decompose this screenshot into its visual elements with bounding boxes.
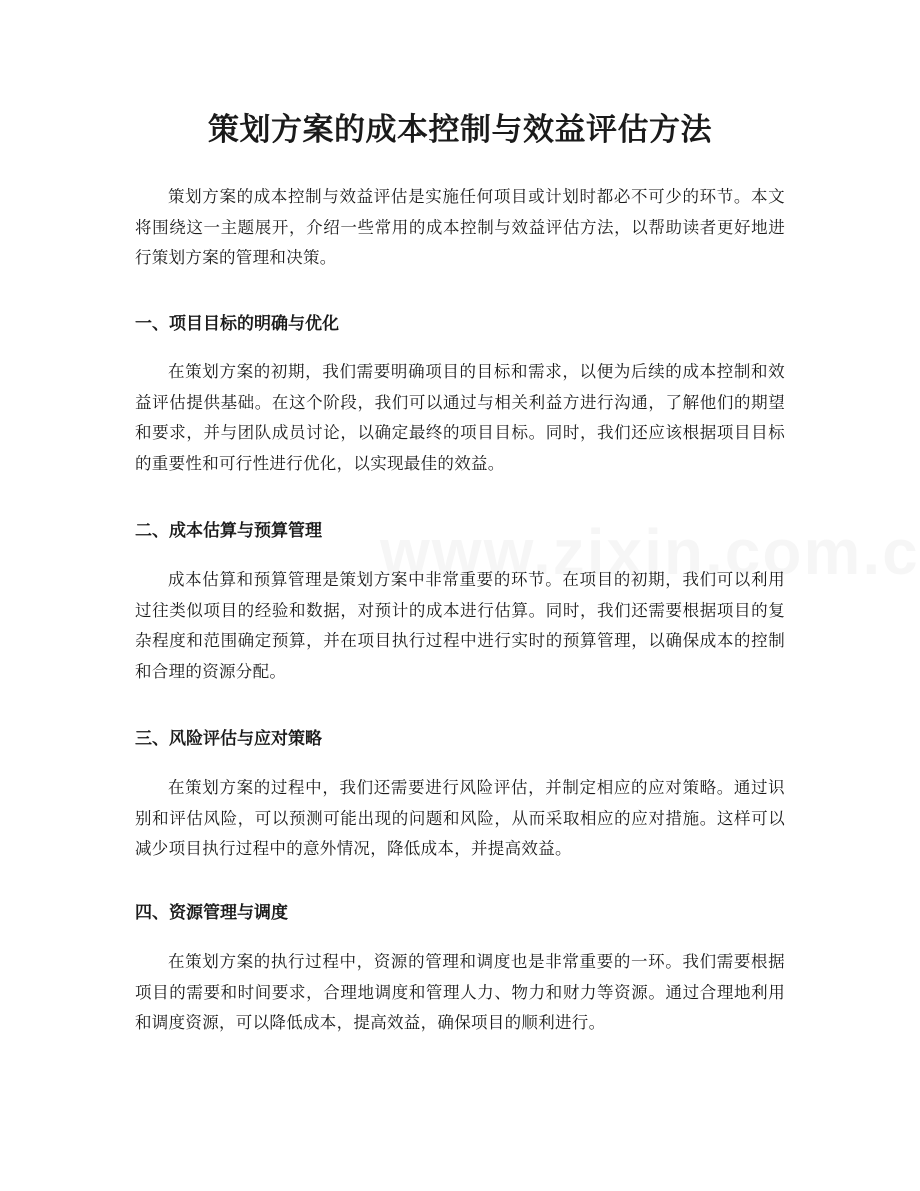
section-body-3: 在策划方案的过程中，我们还需要进行风险评估，并制定相应的应对策略。通过识别和评估风险，可以预测可能出现的问题和风险，从而采取相应的应对措施。这样可以减少项目执行过程中的意外情况，降低成本，并提高效益。 [135,778,785,858]
section-body-2: 成本估算和预算管理是策划方案中非常重要的环节。在项目的初期，我们可以利用过往类似项目的经验和数据，对预计的成本进行估算。同时，我们还需要根据项目的复杂程度和范围确定预算，并在项目执行过程中进行实时的预算管理，以确保成本的控制和合理的资源分配。 [135,570,785,681]
section-body-4: 在策划方案的执行过程中，资源的管理和调度也是非常重要的一环。我们需要根据项目的需要和时间要求，合理地调度和管理人力、物力和财力等资源。通过合理地利用和调度资源，可以降低成本，提高效益，确保项目的顺利进行。 [135,952,785,1032]
section-heading-3: 三、风险评估与应对策略 [135,729,322,749]
section-heading-2: 二、成本估算与预算管理 [135,521,322,541]
intro-paragraph: 策划方案的成本控制与效益评估是实施任何项目或计划时都必不可少的环节。本文将围绕这一主题展开，介绍一些常用的成本控制与效益评估方法，以帮助读者更好地进行策划方案的管理和决策。 [135,187,785,267]
section-heading-1: 一、项目目标的明确与优化 [135,314,339,334]
section-body-1: 在策划方案的初期，我们需要明确项目的目标和需求，以便为后续的成本控制和效益评估提供基础。在这个阶段，我们可以通过与相关利益方进行沟通，了解他们的期望和要求，并与团队成员讨论，以确定最终的项目目标。同时，我们还应该根据项目目标的重要性和可行性进行优化，以实现最佳的效益。 [135,362,785,473]
document-title: 策划方案的成本控制与效益评估方法 [208,112,712,148]
section-heading-4: 四、资源管理与调度 [135,903,288,923]
